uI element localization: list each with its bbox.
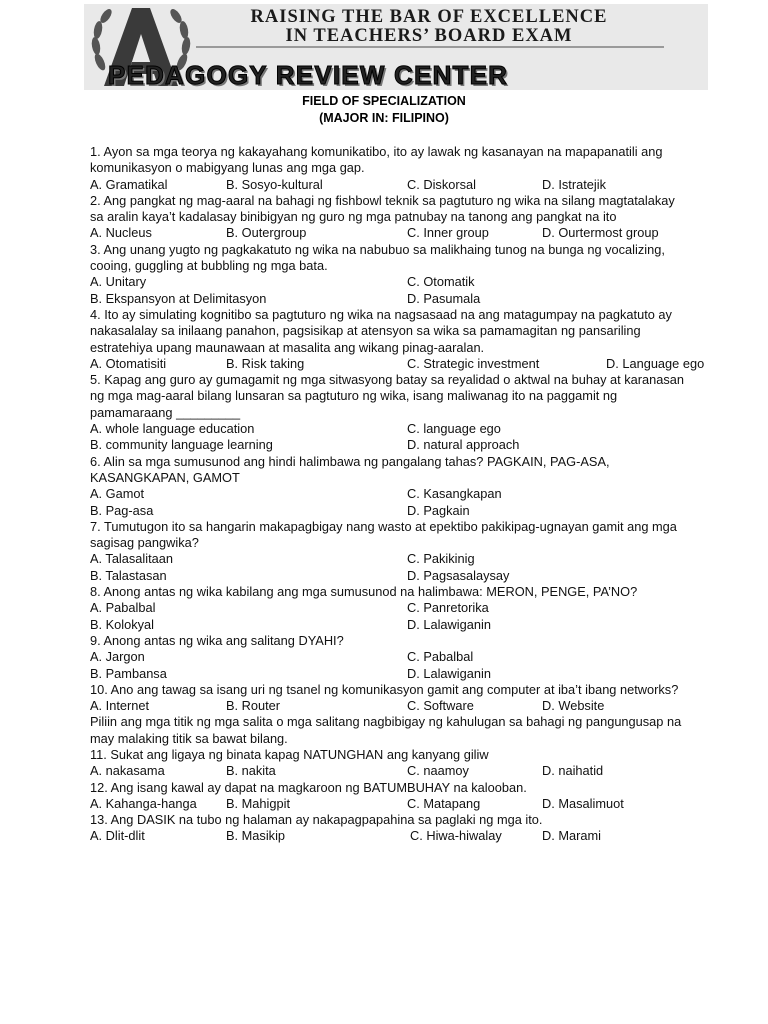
question-item: [90, 584, 690, 633]
option-a: A. Otomatisiti: [90, 355, 167, 371]
option-b: B. Kolokyal: [90, 616, 155, 632]
header-divider: [196, 46, 664, 48]
option-c: C. Software: [407, 698, 474, 714]
option-b: B. community language learning: [90, 437, 273, 453]
option-row: [90, 698, 690, 714]
question-text: 9. Anong antas ng wika ang salitang DYAHI?: [90, 632, 344, 648]
option-d: D. Marami: [542, 828, 602, 844]
question-text: 6. Alin sa mga sumusunod ang hindi halimbawa ng pangalang tahas? PAGKAIN, PAG-ASA, KASANGKAPAN, GAMOT: [90, 453, 610, 485]
option-d: D. Lalawiganin: [407, 665, 491, 681]
question-list: [90, 144, 705, 845]
option-row: [90, 503, 690, 519]
option-c: C. naamoy: [407, 763, 469, 779]
option-row: [90, 796, 690, 812]
exam-subtitle: (MAJOR IN: FILIPINO): [319, 111, 449, 125]
question-item: [90, 144, 690, 193]
option-d: D. Ourtermost group: [542, 225, 659, 241]
question-item: [90, 372, 690, 453]
option-d: D. Masalimuot: [542, 795, 624, 811]
option-row: [90, 291, 690, 307]
option-c: C. Panretorika: [407, 600, 489, 616]
option-row: [90, 763, 690, 779]
option-d: D. Istratejik: [542, 176, 606, 192]
option-b: B. Sosyo-kultural: [226, 176, 323, 192]
option-d: D. natural approach: [407, 437, 520, 453]
option-a: A. Gamot: [90, 486, 145, 502]
option-c: C. Diskorsal: [407, 176, 476, 192]
question-text: 8. Anong antas ng wika kabilang ang mga sumusunod na halimbawa: MERON, PENGE, PA’NO?: [90, 584, 638, 600]
option-a: A. Jargon: [90, 649, 145, 665]
question-item: [90, 193, 690, 242]
option-c: C. Matapang: [407, 795, 481, 811]
option-a: A. Nucleus: [90, 225, 152, 241]
option-row: [90, 437, 690, 453]
option-b: B. Risk taking: [226, 355, 305, 371]
option-d: D. Pagsasalaysay: [407, 567, 510, 583]
question-text: 10. Ano ang tawag sa isang uri ng tsanel ng komunikasyon gamit ang computer at iba’t ibang networks?: [90, 681, 679, 697]
option-c: C. Kasangkapan: [407, 486, 502, 502]
question-text: 5. Kapag ang guro ay gumagamit ng mga sitwasyong batay sa reyalidad o aktwal na buhay at karanasan ng mga mag-aaral bilang lunsaran sa pagtuturo ng wika, isang maliwanag ito na paggamit ng pamamaraang _________: [90, 372, 685, 420]
option-row: [90, 225, 690, 241]
option-b: B. Mahigpit: [226, 795, 291, 811]
question-text: 12. Ang isang kawal ay dapat na magkaroon ng BATUMBUHAY na kalooban.: [90, 779, 527, 795]
option-b: B. Pambansa: [90, 665, 167, 681]
option-c: C. Pabalbal: [407, 649, 474, 665]
option-d: D. Website: [542, 698, 605, 714]
option-d: D. naihatid: [542, 763, 604, 779]
option-c: C. Hiwa-hiwalay: [410, 828, 502, 844]
option-b: B. Pag-asa: [90, 502, 154, 518]
option-row: [90, 617, 690, 633]
option-a: A. whole language education: [90, 421, 255, 437]
question-text: 13. Ang DASIK na tubo ng halaman ay nakapagpapahina sa paglaki ng mga ito.: [90, 812, 543, 828]
option-row: [90, 551, 690, 567]
headline-line-2: IN TEACHERS’ BOARD EXAM: [285, 26, 573, 46]
option-c: C. Strategic investment: [407, 355, 540, 371]
question-text: 4. Ito ay simulating kognitibo sa pagtuturo ng wika na nagsasaad na ang matagumpay na pagkatuto ay nakasalalay sa inilaang panahon, pagsisikap at atensyon sa wika sa pamamagitan ng pansariling estratehiya upang maunawaan at masalita ang wikang pinag-aaralan.: [90, 306, 672, 355]
option-a: A. Dlit-dlit: [90, 828, 145, 844]
option-b: B. Router: [226, 698, 281, 714]
question-item: [90, 747, 690, 780]
question-text: 11. Sukat ang ligaya ng binata kapag NATUNGHAN ang kanyang giliw: [90, 746, 489, 762]
option-a: A. Pabalbal: [90, 600, 156, 616]
option-row: [90, 177, 690, 193]
option-b: B. Outergroup: [226, 225, 307, 241]
question-text: 1. Ayon sa mga teorya ng kakayahang komunikatibo, ito ay lawak ng kasanayan na mapapanatili ang komunikasyon o mabigyang lunas ang mga gap.: [90, 144, 663, 176]
option-b: B. Talastasan: [90, 567, 167, 583]
option-c: C. Otomatik: [407, 274, 475, 290]
option-d: D. Pasumala: [407, 290, 481, 306]
option-row: [90, 421, 690, 437]
option-b: B. Masikip: [226, 828, 286, 844]
option-row: [90, 649, 690, 665]
question-item: [90, 454, 690, 519]
option-row: [90, 355, 705, 372]
question-item: [90, 306, 705, 372]
option-row: [90, 568, 690, 584]
option-a: A. Kahanga-hanga: [90, 795, 197, 811]
section-instruction: Piliin ang mga titik ng mga salita o mga salitang nagbibigay ng kahulugan sa bahagi ng pangungusap na may malaking titik sa bawat bilang.: [90, 714, 682, 746]
option-a: A. Unitary: [90, 274, 147, 290]
exam-title: FIELD OF SPECIALIZATION: [302, 94, 466, 108]
option-c: C. language ego: [407, 421, 501, 437]
question-item: [90, 519, 690, 584]
question-item: [90, 682, 690, 715]
option-a: A. Talasalitaan: [90, 551, 173, 567]
question-text: 7. Tumutugon ito sa hangarin makapagbigay nang wasto at epektibo pakikipag-ugnayan gamit ang mga sagisag pangwika?: [90, 518, 677, 551]
option-row: [90, 828, 690, 844]
option-d: D. Pagkain: [407, 502, 470, 518]
option-c: C. Inner group: [407, 225, 489, 241]
page-header: [0, 0, 768, 90]
option-a: A. Internet: [90, 698, 150, 714]
option-b: B. nakita: [226, 763, 276, 779]
option-c: C. Pakikinig: [407, 551, 475, 567]
question-item: [90, 812, 690, 845]
option-a: A. Gramatikal: [90, 176, 168, 192]
option-b: B. Ekspansyon at Delimitasyon: [90, 290, 267, 306]
question-text: 2. Ang pangkat ng mag-aaral na bahagi ng fishbowl teknik sa pagtuturo ng wika na silang magtatalakay sa aralin kaya’t kadalasay binibigyan ng guro ng mga patnubay na tanong ang pangkat na ito: [90, 192, 675, 225]
option-row: [90, 486, 690, 502]
question-item: [90, 633, 690, 682]
option-row: [90, 666, 690, 682]
question-text: 3. Ang unang yugto ng pagkakatuto ng wika na nabubuo sa malikhaing tunog na bunga ng vocalizing, cooing, guggling at bubbling ng mga bata.: [90, 241, 665, 274]
question-item: [90, 780, 690, 813]
option-row: [90, 274, 690, 290]
headline-line-1: RAISING THE BAR OF EXCELLENCE: [250, 7, 608, 27]
option-a: A. nakasama: [90, 763, 165, 779]
question-item: [90, 242, 690, 307]
review-center-name: PEDAGOGY REVIEW CENTER: [108, 60, 509, 90]
option-d: D. Language ego: [606, 355, 705, 371]
option-row: [90, 600, 690, 616]
option-d: D. Lalawiganin: [407, 616, 491, 632]
